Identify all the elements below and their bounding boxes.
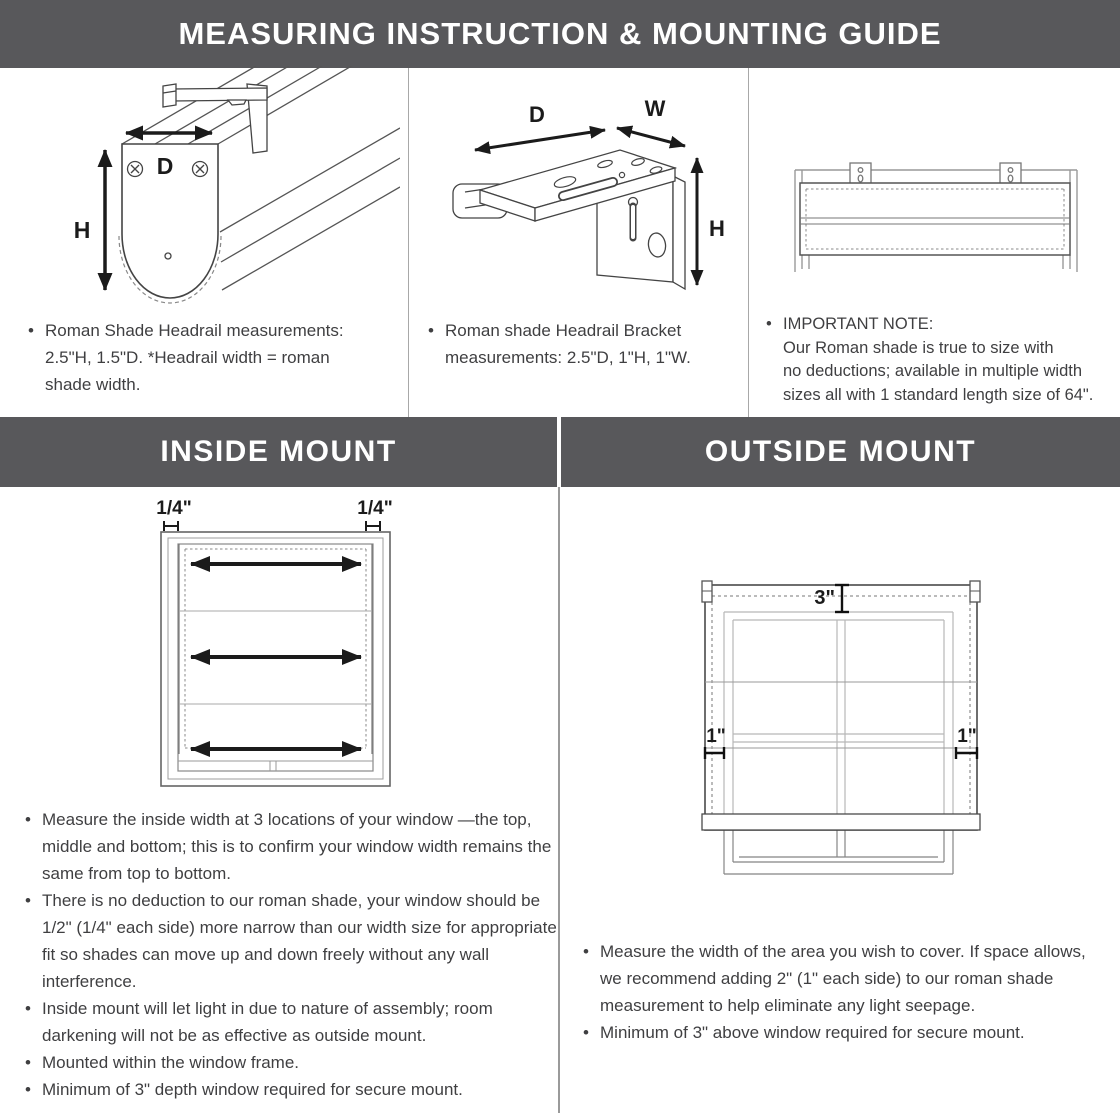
side-gap-marks — [705, 747, 977, 759]
rail-bracket — [163, 84, 267, 153]
inside-mount-header — [0, 417, 557, 487]
bullet-text: • Measure the inside width at 3 locations of your window —the top, middle and bottom; this is to confirm your window width remains the same from top to bottom. — [42, 810, 552, 883]
important-note-line: sizes all with 1 standard length size of 64". — [783, 385, 1094, 404]
outside-mount-title: OUTSIDE MOUNT — [704, 435, 977, 468]
list-item — [25, 887, 557, 995]
width-arrow — [617, 128, 685, 146]
important-note — [766, 313, 1116, 407]
bracket-note-text: • Roman shade Headrail Bracket measurements: 2.5"D, 1"H, 1"W. — [445, 321, 691, 367]
window-below-shade — [724, 830, 953, 874]
headrail-note — [28, 317, 380, 398]
shade-bottom-rail — [702, 814, 980, 830]
section-divider — [558, 487, 560, 1113]
list-item — [766, 313, 1116, 407]
right-gap-label: 1" — [957, 726, 977, 747]
column-divider — [748, 68, 749, 417]
shade-panel — [702, 581, 980, 830]
headrail-diagram — [60, 66, 400, 312]
gap-marks — [164, 521, 380, 531]
main-header — [0, 0, 1120, 68]
bullet-text: • Minimum of 3" depth window required for secure mount. — [42, 1080, 463, 1099]
list-item — [583, 1019, 1095, 1046]
important-note-line: Our Roman shade is true to size with — [783, 338, 1054, 357]
left-gap-label: 1/4" — [156, 498, 192, 519]
headrail-note-text: • Roman Shade Headrail measurements: 2.5"H, 1.5"D. *Headrail width = roman shade width. — [45, 321, 344, 394]
list-item — [25, 1049, 557, 1076]
inside-mount-bullets — [25, 806, 557, 1103]
bracket-note — [428, 317, 734, 371]
bracket-diagram — [445, 90, 745, 305]
list-item — [583, 938, 1095, 1019]
left-gap-label: 1" — [706, 726, 726, 747]
page-title: MEASURING INSTRUCTION & MOUNTING GUIDE — [178, 16, 942, 51]
bullet-text: • Inside mount will let light in due to nature of assembly; room darkening will not be as effective as outside mount. — [42, 999, 493, 1045]
shade-stitch-lines — [712, 596, 970, 822]
outside-mount-header — [561, 417, 1120, 487]
depth-label: D — [529, 102, 545, 127]
list-item — [25, 806, 557, 887]
bullet-text: • Mounted within the window frame. — [42, 1053, 300, 1072]
important-note-line: no deductions; available in multiple width — [783, 362, 1083, 380]
height-label: H — [709, 216, 725, 241]
outside-mount-bullets — [583, 938, 1095, 1046]
height-label: H — [73, 217, 91, 243]
top-gap-label: 3" — [814, 587, 835, 609]
column-divider — [408, 68, 409, 417]
shade-stitch-lines — [185, 549, 366, 748]
inside-mount-title: INSIDE MOUNT — [160, 435, 397, 468]
right-gap-label: 1/4" — [357, 498, 393, 519]
list-item — [25, 1076, 557, 1103]
bullet-text: • Measure the width of the area you wish to cover. If space allows, we recommend adding 2" (1" each side) to our roman shade measurement to help eliminate any light seepage. — [600, 942, 1086, 1015]
depth-arrow — [475, 130, 605, 150]
window-behind-shade — [724, 612, 953, 830]
list-item — [25, 995, 557, 1049]
inside-mount-diagram — [146, 496, 406, 798]
bullet-text: • Minimum of 3" above window required for secure mount. — [600, 1023, 1025, 1042]
list-item — [428, 317, 734, 371]
width-measure-arrows — [191, 564, 361, 749]
shade-panel — [800, 183, 1070, 255]
mounted-shade-diagram — [772, 130, 1104, 305]
important-note-title: IMPORTANT NOTE: — [783, 315, 934, 333]
bullet-text: • There is no deduction to our roman shade, your window should be 1/2" (1/4" each side) more narrow than our width size for appropriate fit so shades can move up and down freely without any wall interference. — [42, 891, 557, 991]
outside-mount-diagram — [672, 572, 1012, 877]
top-gap-mark — [835, 585, 849, 612]
list-item — [28, 317, 380, 398]
depth-label: D — [156, 153, 174, 179]
shade-panel — [179, 544, 372, 754]
width-label: W — [644, 96, 666, 121]
